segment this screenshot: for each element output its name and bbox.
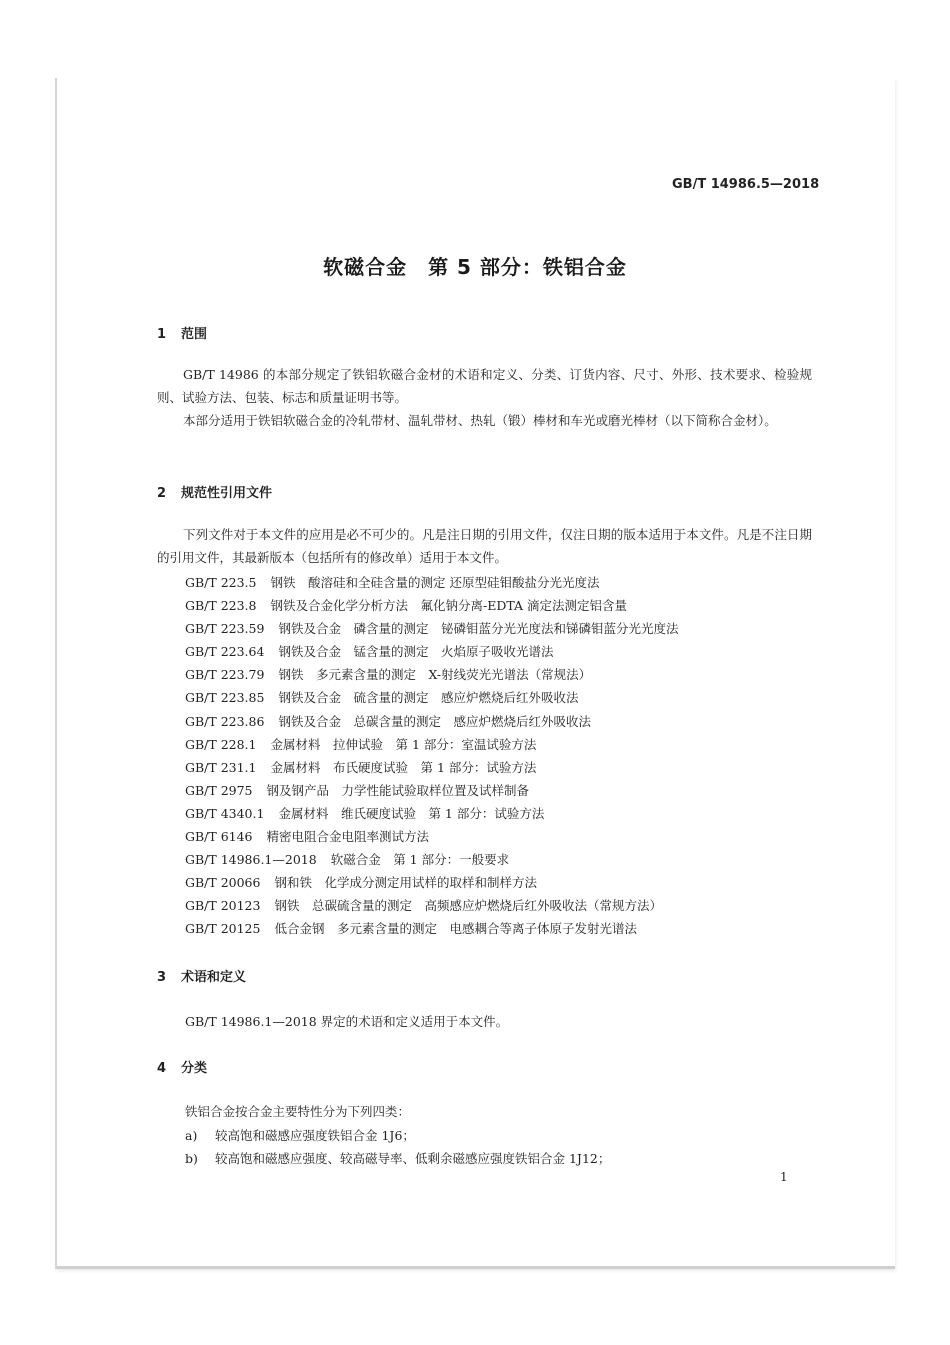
reference-code: GB/T 228.1	[185, 736, 257, 752]
reference-title: 低合金钢 多元素含量的测定 电感耦合等离子体原子发射光谱法	[274, 921, 637, 937]
section-heading-normative-references	[157, 482, 272, 501]
reference-title: 精密电阻合金电阻率测试方法	[266, 829, 430, 845]
standard-code: GB/T 14986.5—2018	[672, 177, 820, 192]
reference-code: GB/T 231.1	[185, 759, 257, 775]
reference-title: 钢铁及合金 总碳含量的测定 感应炉燃烧后红外吸收法	[278, 713, 591, 729]
terms-text: GB/T 14986.1—2018 界定的术语和定义适用于本文件。	[185, 1014, 509, 1029]
reference-code: GB/T 20066	[185, 875, 261, 891]
reference-item	[185, 663, 678, 686]
section-heading-terms	[157, 966, 246, 985]
reference-item	[185, 802, 678, 825]
normative-intro: 下列文件对于本文件的应用是必不可少的。凡是注日期的引用文件，仅注日期的版本适用于本文件。凡是不注日期的引用文件，其最新版本（包括所有的修改单）适用于本文件。	[157, 527, 812, 565]
section-heading-scope	[157, 323, 207, 342]
section-title: 规范性引用文件	[181, 486, 273, 501]
item-marker: b)	[185, 1151, 198, 1166]
reference-title: 钢铁及合金 磷含量的测定 铋磷钼蓝分光光度法和锑磷钼蓝分光光度法	[278, 621, 679, 637]
reference-title: 钢铁 酸溶硅和全硅含量的测定 还原型硅钼酸盐分光光度法	[270, 575, 600, 590]
reference-title: 钢铁 多元素含量的测定 X-射线荧光光谱法（常规法）	[278, 667, 592, 683]
reference-title: 金属材料 拉伸试验 第 1 部分：室温试验方法	[270, 736, 537, 752]
reference-title: 软磁合金 第 1 部分：一般要求	[330, 852, 510, 868]
reference-item	[185, 733, 678, 756]
reference-item	[185, 917, 678, 940]
classification-intro: 铁铝合金按合金主要特性分为下列四类：	[185, 1104, 411, 1119]
reference-item	[185, 640, 678, 663]
reference-list	[185, 571, 678, 941]
reference-code: GB/T 223.5	[185, 575, 257, 590]
reference-title: 金属材料 布氏硬度试验 第 1 部分：试验方法	[270, 759, 537, 775]
reference-item	[185, 756, 678, 779]
reference-code: GB/T 223.85	[185, 690, 265, 706]
reference-item	[185, 594, 678, 617]
classification-item	[185, 1147, 610, 1170]
scope-paragraph-2: 本部分适用于铁铝软磁合金的冷轧带材、温轧带材、热轧（锻）棒材和车光或磨光棒材（以下简称合金材）。	[183, 413, 777, 428]
reference-item	[185, 571, 678, 594]
reference-item	[185, 710, 678, 733]
section-number: 2	[157, 486, 167, 501]
reference-item	[185, 617, 678, 640]
reference-code: GB/T 223.79	[185, 667, 265, 683]
reference-item	[185, 871, 678, 894]
section-title: 范围	[181, 327, 208, 342]
reference-code: GB/T 14986.1—2018	[185, 852, 317, 868]
reference-item	[185, 848, 678, 871]
page-number: 1	[780, 1170, 788, 1184]
reference-title: 钢铁及合金 锰含量的测定 火焰原子吸收光谱法	[278, 644, 554, 660]
reference-title: 钢铁及合金化学分析方法 氟化钠分离-EDTA 滴定法测定铝含量	[270, 598, 628, 614]
reference-title: 钢铁 总碳硫含量的测定 高频感应炉燃烧后红外吸收法（常规方法）	[274, 898, 662, 914]
reference-title: 金属材料 维氏硬度试验 第 1 部分：试验方法	[278, 805, 545, 821]
section-heading-classification	[157, 1057, 207, 1076]
reference-code: GB/T 223.86	[185, 713, 265, 729]
section-number: 1	[157, 327, 167, 342]
document-title: 软磁合金 第 5 部分：铁铝合金	[323, 255, 627, 279]
reference-code: GB/T 4340.1	[185, 805, 265, 821]
reference-title: 钢和铁 化学成分测定用试样的取样和制样方法	[274, 875, 537, 891]
reference-title: 钢铁及合金 硫含量的测定 感应炉燃烧后红外吸收法	[278, 690, 579, 706]
reference-title: 钢及钢产品 力学性能试验取样位置及试样制备	[266, 782, 530, 798]
classification-list	[185, 1124, 610, 1170]
section-number: 3	[157, 970, 167, 985]
reference-code: GB/T 223.64	[185, 644, 265, 660]
reference-code: GB/T 223.8	[185, 598, 257, 614]
section-title: 分类	[181, 1061, 208, 1076]
reference-code: GB/T 2975	[185, 782, 253, 798]
classification-item	[185, 1124, 610, 1147]
item-text: 较高饱和磁感应强度、较高磁导率、低剩余磁感应强度铁铝合金 1J12；	[215, 1151, 611, 1166]
reference-item	[185, 686, 678, 709]
reference-item	[185, 825, 678, 848]
reference-item	[185, 894, 678, 917]
section-title: 术语和定义	[181, 970, 247, 985]
section-number: 4	[157, 1061, 167, 1076]
reference-code: GB/T 223.59	[185, 621, 265, 637]
scope-paragraph-1: GB/T 14986 的本部分规定了铁铝软磁合金材的术语和定义、分类、订货内容、尺寸、外形、技术要求、检验规则、试验方法、包装、标志和质量证明书等。	[157, 367, 812, 405]
reference-code: GB/T 20123	[185, 898, 261, 914]
reference-code: GB/T 6146	[185, 829, 253, 845]
item-text: 较高饱和磁感应强度铁铝合金 1J6；	[215, 1128, 415, 1143]
item-marker: a)	[185, 1128, 198, 1143]
reference-item	[185, 779, 678, 802]
reference-code: GB/T 20125	[185, 921, 261, 937]
